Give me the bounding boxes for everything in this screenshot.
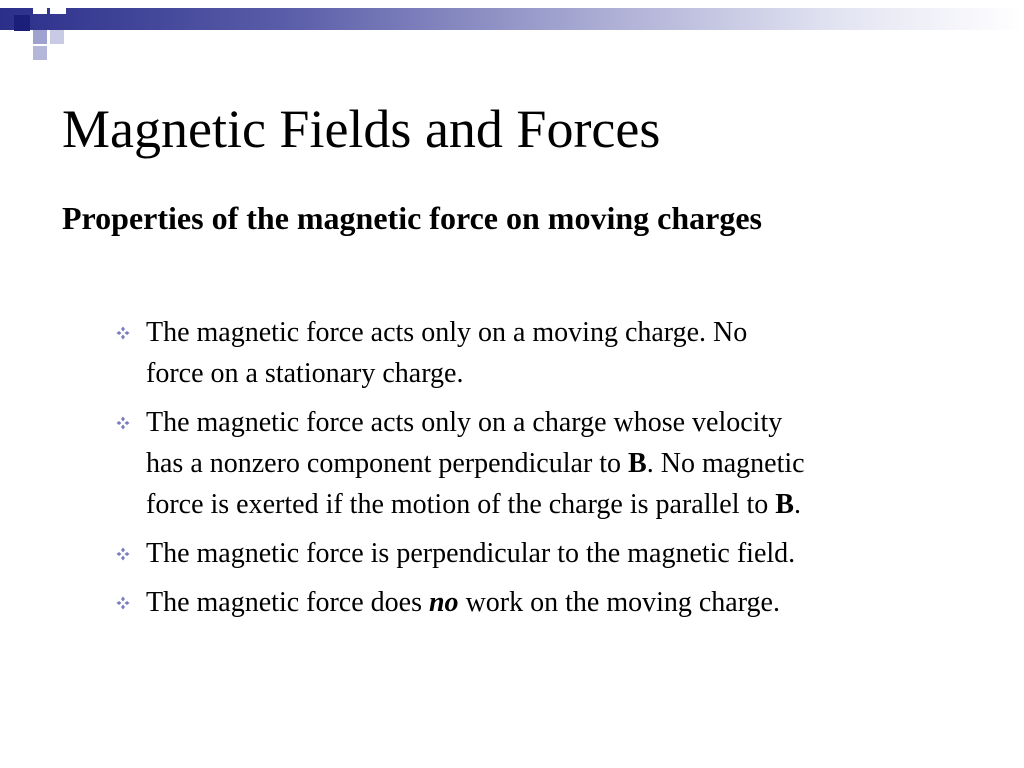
bullet-text bbox=[146, 402, 976, 525]
slide-title: Magnetic Fields and Forces bbox=[62, 99, 661, 159]
text-run: force is exerted if the motion of the charge is parallel to bbox=[146, 489, 776, 520]
bold-symbol-b: B bbox=[628, 448, 647, 479]
text-run: has a nonzero component perpendicular to bbox=[146, 448, 629, 479]
bullet-item bbox=[116, 312, 976, 394]
header-square-light bbox=[33, 46, 47, 60]
four-diamond-bullet-icon bbox=[116, 533, 134, 574]
bullet-text bbox=[146, 312, 976, 394]
bullet-text bbox=[146, 582, 976, 623]
four-diamond-bullet-icon bbox=[116, 582, 134, 623]
bullet-list bbox=[116, 312, 976, 631]
bullet-line: The magnetic force acts only on a moving charge. No bbox=[146, 317, 748, 348]
header-square-light bbox=[50, 30, 64, 44]
header-square-light bbox=[33, 30, 47, 44]
bullet-text bbox=[146, 533, 976, 574]
text-run: . bbox=[793, 489, 801, 520]
bullet-item bbox=[116, 533, 976, 574]
bullet-line bbox=[146, 587, 780, 618]
text-run: work on the moving charge. bbox=[458, 587, 780, 618]
four-diamond-bullet-icon bbox=[116, 312, 134, 353]
emphasis-no: no bbox=[428, 587, 459, 618]
text-run: The magnetic force does bbox=[146, 587, 429, 618]
header-gradient-bar bbox=[0, 8, 1024, 30]
bullet-line bbox=[146, 489, 801, 520]
bullet-line: The magnetic force acts only on a charge whose velocity bbox=[146, 407, 783, 438]
header-square-dark bbox=[14, 15, 30, 31]
four-diamond-bullet-icon bbox=[116, 402, 134, 443]
bullet-line bbox=[146, 448, 805, 479]
bullet-item bbox=[116, 402, 976, 525]
text-run: . No magnetic bbox=[646, 448, 805, 479]
bullet-item bbox=[116, 582, 976, 623]
slide-subtitle: Properties of the magnetic force on moving charges bbox=[62, 200, 762, 236]
bullet-line: force on a stationary charge. bbox=[146, 358, 464, 389]
header-square bbox=[33, 0, 47, 14]
bold-symbol-b: B bbox=[775, 489, 794, 520]
bullet-line: The magnetic force is perpendicular to the magnetic field. bbox=[146, 538, 796, 569]
header-square bbox=[50, 0, 66, 14]
